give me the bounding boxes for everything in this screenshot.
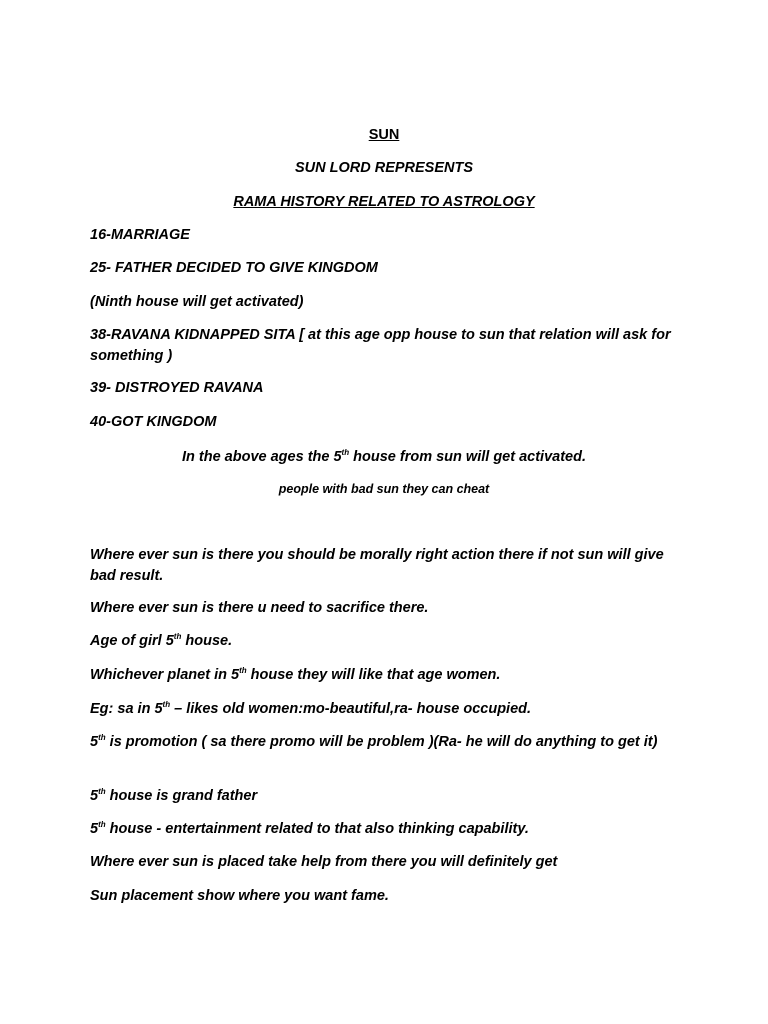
note-text: Age of girl 5 xyxy=(90,633,174,649)
superscript: th xyxy=(98,733,106,743)
superscript: th xyxy=(162,700,171,710)
note-text: house. xyxy=(181,633,233,649)
center-note xyxy=(0,447,768,468)
superscript: th xyxy=(98,787,106,797)
note-text: house they will like that age women. xyxy=(246,667,501,683)
note-text: house - entertainment related to that also thinking capability. xyxy=(105,821,529,837)
note-line: Where ever sun is there u need to sacrifice there. xyxy=(90,600,429,616)
note-text: is promotion ( sa there promo will be problem )(Ra- he will do anything to get it) xyxy=(105,734,658,750)
superscript: th xyxy=(98,820,106,830)
center-note-text: In the above ages the 5 xyxy=(181,449,342,465)
note-text: – likes old women:mo-beautiful,ra- house occupied. xyxy=(170,701,532,717)
note-line xyxy=(90,665,500,686)
note-text: house is grand father xyxy=(105,788,258,804)
center-note-text: house from sun will get activated. xyxy=(349,449,586,465)
event-line: (Ninth house will get activated) xyxy=(90,294,304,310)
event-line: 40-GOT KINGDOM xyxy=(90,414,217,430)
page-subtitle: SUN LORD REPRESENTS xyxy=(294,160,474,176)
note-line: Where ever sun is there you should be morally right action there if not sun will give bad result. xyxy=(90,547,664,584)
superscript: th xyxy=(341,448,350,458)
section-heading: RAMA HISTORY RELATED TO ASTROLOGY xyxy=(233,194,535,210)
note-line xyxy=(90,732,680,753)
note-line xyxy=(90,699,531,720)
note-text: Whichever planet in 5 xyxy=(90,667,240,683)
note-line: Where ever sun is placed take help from there you will definitely get xyxy=(90,854,558,870)
event-line: 39- DISTROYED RAVANA xyxy=(90,380,264,396)
small-note: people with bad sun they can cheat xyxy=(278,482,490,496)
note-text: 5 xyxy=(90,788,99,804)
note-text: 5 xyxy=(90,821,99,837)
note-line xyxy=(90,786,257,807)
event-line: 16-MARRIAGE xyxy=(90,227,190,243)
note-line xyxy=(90,819,529,840)
note-line xyxy=(90,631,232,652)
event-line: 25- FATHER DECIDED TO GIVE KINGDOM xyxy=(90,260,378,276)
page-title: SUN xyxy=(368,127,400,143)
superscript: th xyxy=(173,632,182,642)
superscript: th xyxy=(239,666,247,676)
event-line: 38-RAVANA KIDNAPPED SITA [ at this age opp house to sun that relation will ask for something ) xyxy=(90,327,671,364)
note-text: Eg: sa in 5 xyxy=(90,701,163,717)
note-line: Sun placement show where you want fame. xyxy=(90,888,389,904)
note-text: 5 xyxy=(90,734,99,750)
